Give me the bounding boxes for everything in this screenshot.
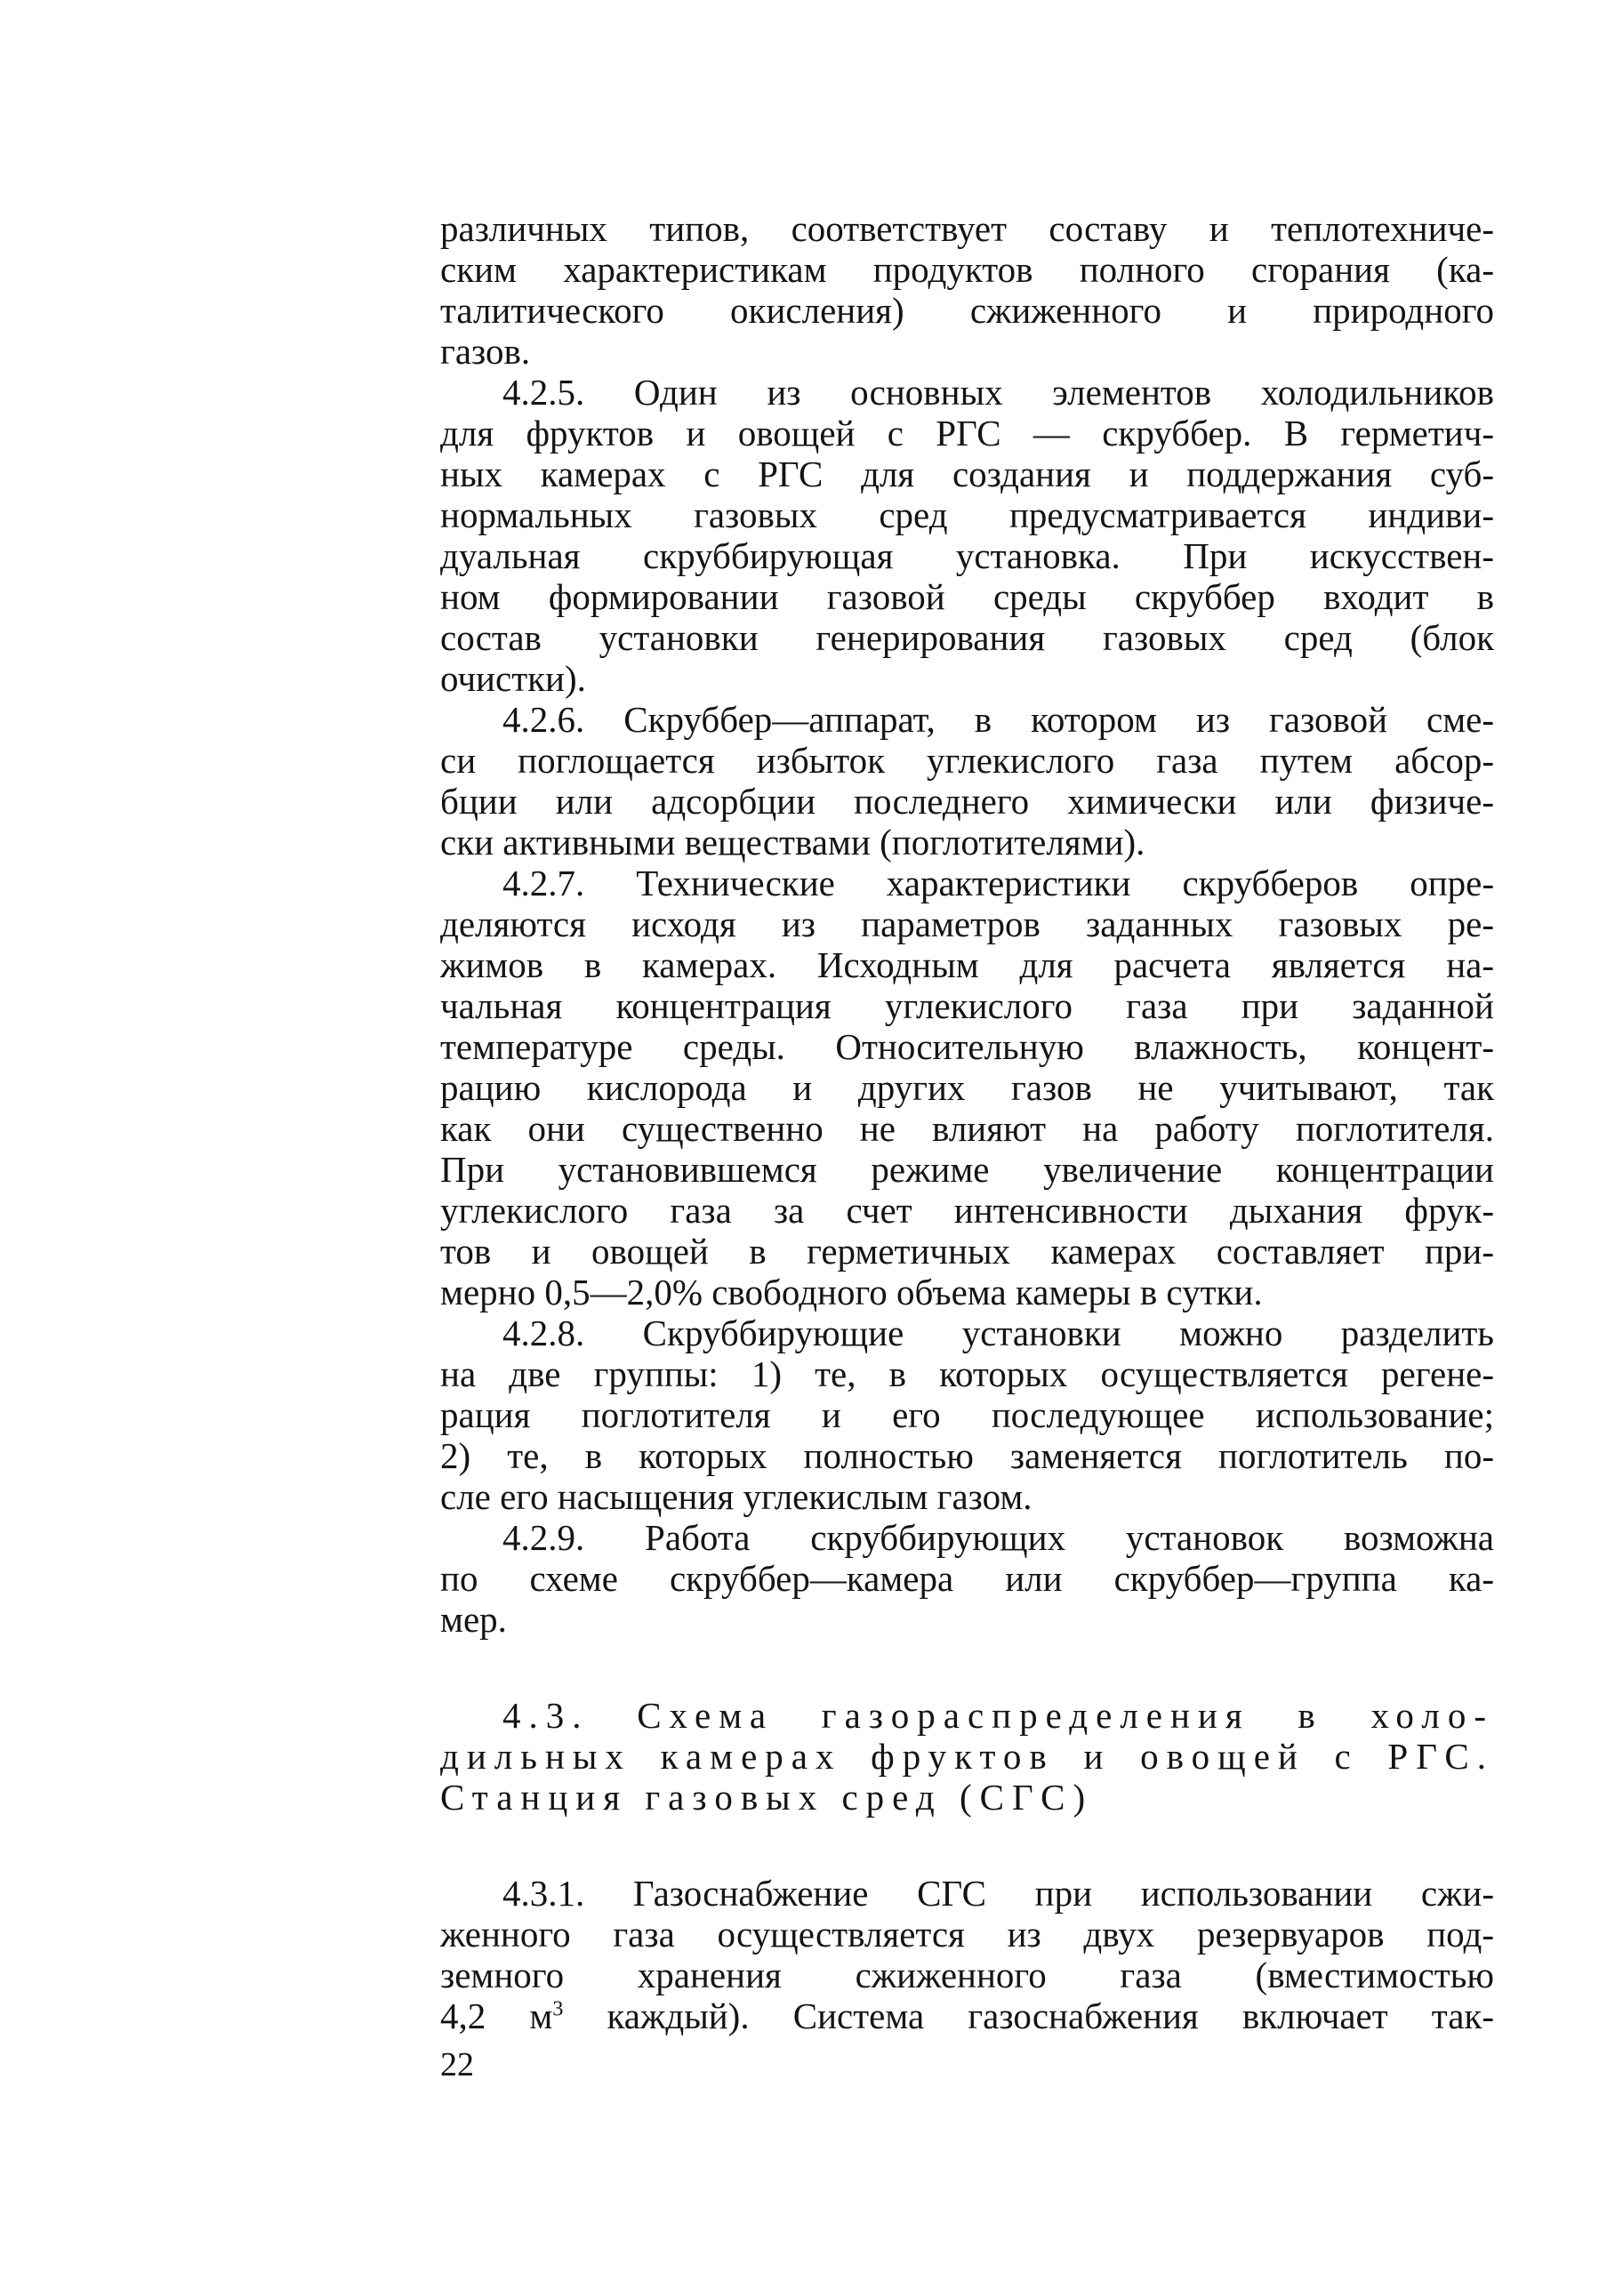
superscript: 3 — [552, 1997, 564, 2021]
text-line: чальная концентрация углекислого газа при заданной — [440, 985, 1494, 1026]
text-line: рацию кислорода и других газов не учитывают, так — [440, 1067, 1494, 1108]
paragraph-4-2-9 — [440, 1517, 1494, 1640]
text-line: углекислого газа за счет интенсивности дыхания фрук- — [440, 1190, 1494, 1231]
paragraph-continuation — [440, 208, 1494, 372]
text-line: си поглощается избыток углекислого газа путем абсор- — [440, 740, 1494, 781]
text-line: земного хранения сжиженного газа (вместимостью — [440, 1955, 1494, 1995]
text-line: для фруктов и овощей с РГС — скруббер. В герметич- — [440, 413, 1494, 454]
text-line: температуре среды. Относительную влажность, концент- — [440, 1026, 1494, 1067]
heading-line: дильных камерах фруктов и овощей с РГС. — [440, 1736, 1494, 1777]
text-line: мерно 0,5—2,0% свободного объема камеры в сутки. — [440, 1272, 1263, 1313]
text-line: ски активными веществами (поглотителями). — [440, 822, 1145, 863]
text-fragment: каждый). Система газоснабжения включает так- — [563, 1995, 1494, 2036]
text-line: сле его насыщения углекислым газом. — [440, 1476, 1032, 1517]
text-line: талитического окисления) сжиженного и природного — [440, 290, 1494, 331]
paragraph-4-2-5 — [440, 372, 1494, 699]
text-line: очистки). — [440, 658, 586, 699]
text-line: 4.3.1. Газоснабжение СГС при использовании сжи- — [502, 1873, 1494, 1914]
text-fragment: 4,2 м — [440, 1995, 553, 2036]
text-line: по схеме скруббер—камера или скруббер—группа ка- — [440, 1558, 1494, 1599]
text-line: 2) те, в которых полностью заменяется поглотитель по- — [440, 1435, 1494, 1476]
text-line: газов. — [440, 331, 531, 372]
text-line: состав установки генерирования газовых сред (блок — [440, 617, 1494, 658]
text-line: 4.2.5. Один из основных элементов холодильников — [502, 372, 1494, 413]
text-line: ных камерах с РГС для создания и поддержания суб- — [440, 454, 1494, 494]
text-line: 4.2.8. Скруббирующие установки можно разделить — [502, 1313, 1494, 1353]
text-line: женного газа осуществляется из двух резервуаров под- — [440, 1914, 1494, 1955]
section-heading-4-3 — [440, 1695, 1494, 1818]
text-line: ном формировании газовой среды скруббер входит в — [440, 576, 1494, 617]
text-line: При установившемся режиме увеличение концентрации — [440, 1149, 1494, 1190]
text-line — [440, 1995, 1494, 2036]
text-line: деляются исходя из параметров заданных газовых ре- — [440, 903, 1494, 944]
text-line: нормальных газовых сред предусматривается индиви- — [440, 494, 1494, 535]
text-line: тов и овощей в герметичных камерах составляет при- — [440, 1231, 1494, 1272]
heading-line: Станция газовых сред (СГС) — [440, 1777, 1094, 1818]
text-line: мер. — [440, 1599, 507, 1640]
text-line: различных типов, соответствует составу и теплотехниче- — [440, 208, 1494, 249]
text-line: как они существенно не влияют на работу поглотителя. — [440, 1108, 1494, 1149]
paragraph-4-2-6 — [440, 699, 1494, 863]
text-line: рация поглотителя и его последующее использование; — [440, 1394, 1494, 1435]
paragraph-4-2-7 — [440, 863, 1494, 1313]
page-body — [440, 208, 1494, 2036]
text-line: 4.2.9. Работа скруббирующих установок возможна — [502, 1517, 1494, 1558]
heading-line: 4.3. Схема газораспределения в холо- — [502, 1695, 1494, 1736]
paragraph-4-2-8 — [440, 1313, 1494, 1517]
text-line: на две группы: 1) те, в которых осуществляется регене- — [440, 1353, 1494, 1394]
text-line: ским характеристикам продуктов полного сгорания (ка- — [440, 249, 1494, 290]
paragraph-4-3-1 — [440, 1873, 1494, 2036]
text-line: 4.2.7. Технические характеристики скрубберов опре- — [502, 863, 1494, 903]
text-line: дуальная скруббирующая установка. При искусствен- — [440, 535, 1494, 576]
text-line: 4.2.6. Скруббер—аппарат, в котором из газовой сме- — [502, 699, 1494, 740]
page-number: 22 — [440, 2046, 474, 2083]
text-line: бции или адсорбции последнего химически или физиче- — [440, 781, 1494, 822]
text-line: жимов в камерах. Исходным для расчета является на- — [440, 944, 1494, 985]
